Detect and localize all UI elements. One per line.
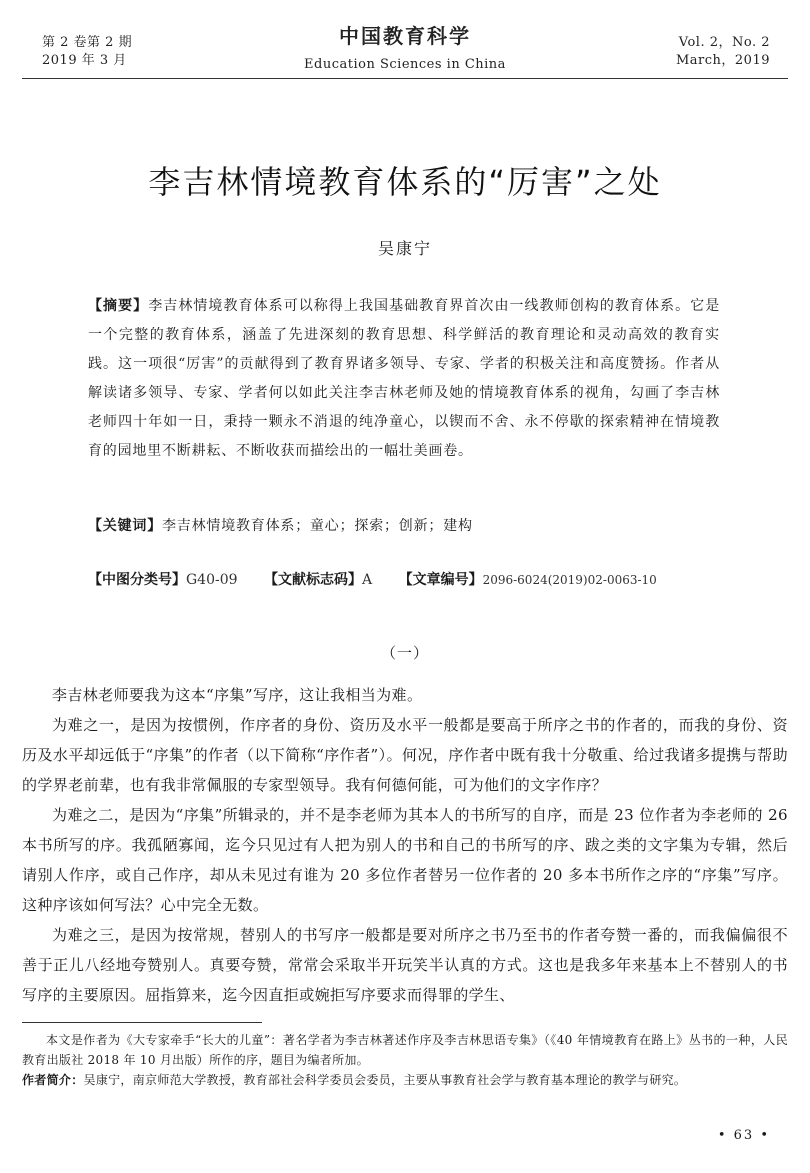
author-bio bbox=[22, 1070, 788, 1090]
volume-issue-en: Vol. 2，No. 2 bbox=[678, 35, 770, 50]
journal-name-en: Education Sciences in China bbox=[304, 57, 506, 72]
class-number-value: G40-09 bbox=[186, 572, 238, 588]
class-number-label: 【中图分类号】 bbox=[88, 572, 186, 588]
volume-issue: 第 2 卷第 2 期 bbox=[42, 35, 133, 50]
keywords bbox=[88, 514, 720, 538]
article-title: 李吉林情境教育体系的“厉害”之处 bbox=[148, 163, 662, 201]
page-number: • 63 • bbox=[717, 1128, 770, 1143]
body-paragraph: 李吉林老师要我为这本“序集”写序，这让我相当为难。 bbox=[52, 686, 423, 704]
author-bio-text: 吴康宁，南京师范大学教授，教育部社会科学委员会委员，主要从事教育社会学与教育基本理论的教学与研究。 bbox=[83, 1073, 687, 1087]
journal-name-cn: 中国教育科学 bbox=[339, 24, 471, 48]
article-number-label: 【文章编号】 bbox=[398, 572, 483, 588]
abstract-text: 李吉林情境教育体系可以称得上我国基础教育界首次由一线教师创构的教育体系。它是一个完整的教育体系，涵盖了先进深刻的教育思想、科学鲜活的教育理论和灵动高效的教育实践。这一项很“厉害”的贡献得到了教育界诸多领导、专家、学者的积极关注和高度赞扬。作者从解读诸多领导、专家、学者何以如此关注李吉林老师及她的情境教育体系的视角，勾画了李吉林老师四十年如一日，秉持一颗永不消退的纯净童心，以锲而不舍、永不停歇的探索精神在情境教育的园地里不断耕耘、不断收获而描绘出的一幅壮美画卷。 bbox=[88, 298, 720, 459]
document-code-label: 【文献标志码】 bbox=[264, 572, 362, 588]
footnotes bbox=[22, 1030, 788, 1090]
document-code-value: A bbox=[362, 572, 373, 588]
footnote-source: 本文是作者为《大专家牵手“长大的儿童”：著名学者为李吉林著述作序及李吉林思语专集》（《40 年情境教育在路上》丛书的一种，人民教育出版社 2018 年 10 月出版）所作的序，题目为编者所加。 bbox=[22, 1033, 788, 1067]
section-heading: （一） bbox=[380, 644, 429, 662]
abstract-label: 【摘要】 bbox=[88, 298, 149, 314]
author-bio-label: 作者简介： bbox=[22, 1073, 84, 1087]
running-header-right bbox=[676, 34, 770, 70]
classification-line bbox=[88, 568, 788, 592]
abstract bbox=[88, 292, 720, 466]
article-author: 吴康宁 bbox=[377, 239, 432, 258]
publication-date: 2019 年 3 月 bbox=[42, 53, 127, 68]
body-text bbox=[22, 680, 788, 1010]
article-number-value: 2096-6024(2019)02-0063-10 bbox=[482, 573, 657, 587]
footnote-divider bbox=[22, 1022, 262, 1023]
keywords-text: 李吉林情境教育体系；童心；探索；创新；建构 bbox=[162, 518, 473, 534]
body-paragraph: 为难之一，是因为按惯例，作序者的身份、资历及水平一般都是要高于所序之书的作者的，而我的身份、资历及水平却远低于“序集”的作者（以下简称“序作者”）。何况，序作者中既有我十分敬重、给过我诸多提携与帮助的学界老前辈，也有我非常佩服的专家型领导。我有何德何能，可为他们的文字作序？ bbox=[22, 716, 788, 794]
body-paragraph: 为难之三，是因为按常规，替别人的书写序一般都是要对所序之书乃至书的作者夸赞一番的，而我偏偏很不善于正儿八经地夸赞别人。真要夸赞，常常会采取半开玩笑半认真的方式。这也是我多年来基本上不替别人的书写序的主要原因。屈指算来，迄今因直拒或婉拒写序要求而得罪的学生、 bbox=[22, 926, 788, 1004]
body-paragraph: 为难之二，是因为“序集”所辑录的，并不是李老师为其本人的书所写的自序，而是 23 位作者为李老师的 26 本书所写的序。我孤陋寡闻，迄今只见过有人把为别人的书和自己的书所写的序、跋之类的文字集为专辑，然后请别人作序，或自己作序，却从未见过有谁为 20 多位作者替另一位作者的 20 多本书所作之序的“序集”写序。这种序该如何写法？心中完全无数。 bbox=[22, 806, 788, 914]
keywords-label: 【关键词】 bbox=[88, 518, 162, 534]
publication-date-en: March，2019 bbox=[675, 53, 770, 68]
header-divider bbox=[22, 78, 788, 79]
